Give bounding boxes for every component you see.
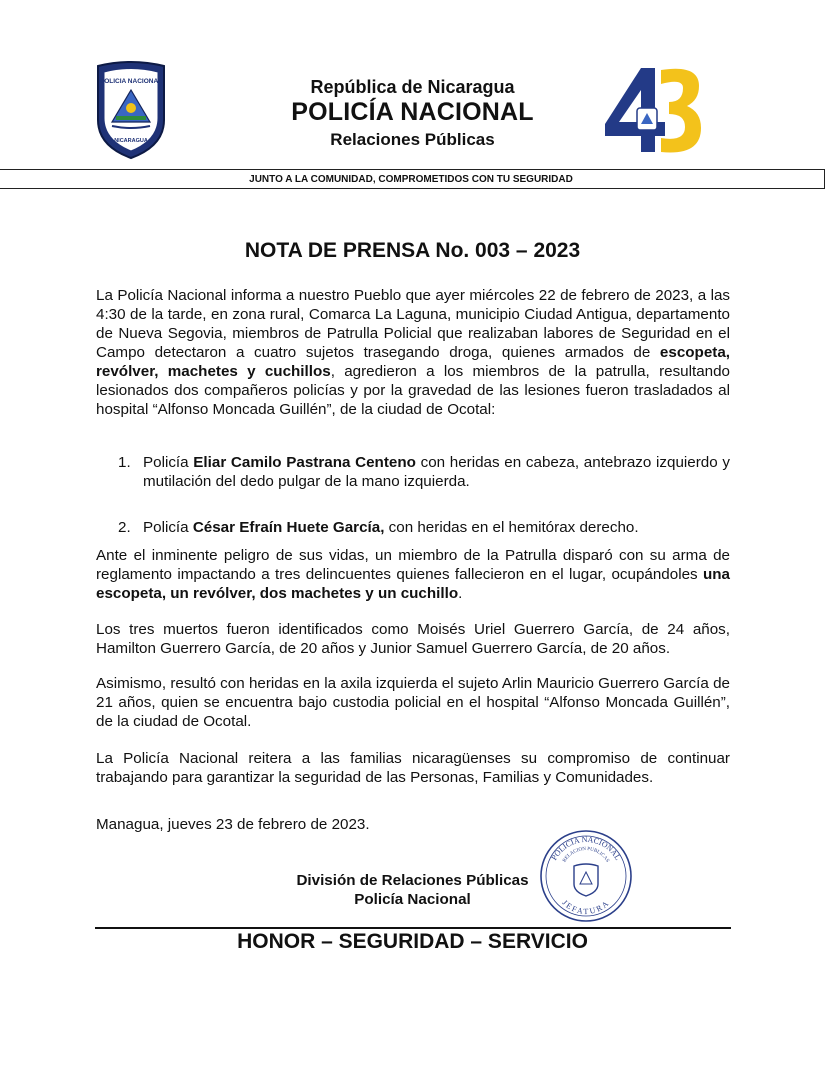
anniversary-43-logo [603, 64, 703, 156]
signature-block [270, 871, 555, 909]
svg-text:RELACION PUBLICAS: RELACION PUBLICAS [562, 846, 610, 864]
svg-text:JEFATURA: JEFATURA [560, 897, 612, 917]
svg-text:NICARAGUA: NICARAGUA [114, 138, 148, 144]
police-shield-logo [92, 60, 170, 160]
press-release-title: NOTA DE PRENSA No. 003 – 2023 [244, 239, 581, 262]
header-department: Relaciones Públicas [330, 130, 495, 149]
paragraph-commitment: La Policía Nacional reitera a las familias nicaragüenses su compromiso de continuar trabajando para garantizar la seguridad de las Personas, Familias y Comunidades. [96, 750, 730, 786]
footer-motto: HONOR – SEGURIDAD – SERVICIO [237, 930, 588, 953]
list-item: 1. Policía Eliar Camilo Pastrana Centeno con heridas en cabeza, antebrazo izquierdo y mutilación del dedo pulgar de la mano izquierda. [118, 454, 730, 490]
svg-text:POLICIA NACIONAL: POLICIA NACIONAL [99, 78, 163, 85]
slogan-banner: JUNTO A LA COMUNIDAD, COMPROMETIDOS CON TU SEGURIDAD [0, 169, 825, 189]
signature-institution: Policía Nacional [354, 891, 471, 908]
date-line: Managua, jueves 23 de febrero de 2023. [96, 816, 370, 833]
official-stamp [538, 828, 634, 924]
injured-list [118, 453, 730, 537]
paragraph-incident: La Policía Nacional informa a nuestro Pueblo que ayer miércoles 22 de febrero de 2023, a las 4:30 de la tarde, en zona rural, Comarca La Laguna, municipio Ciudad Antigua, departamento de Nueva Segovia, miembros de Patrulla Policial que realizaban labores de Seguridad en el Campo detectaron a cuatro sujetos trasegando droga, quienes armados de escopeta, revólver, machetes y cuchillos, agredieron a los miembros de la patrulla, resultando lesionados dos compañeros policías y por la gravedad de las lesiones fueron trasladados al hospital “Alfonso Moncada Guillén”, de la ciudad de Ocotal: [96, 287, 730, 418]
paragraph-custody: Asimismo, resultó con heridas en la axila izquierda el sujeto Arlin Mauricio Guerrero García de 21 años, quien se encuentra bajo custodia policial en el hospital “Alfonso Moncada Guillén”, de la ciudad de Ocotal. [96, 675, 730, 730]
signature-division: División de Relaciones Públicas [296, 872, 529, 889]
paragraph-response: Ante el inminente peligro de sus vidas, un miembro de la Patrulla disparó con su arma de reglamento impactando a tres delincuentes quienes fallecieron en el lugar, ocupándoles una escopeta, un revólver, dos machetes y un cuchillo. [96, 547, 730, 602]
header-republic: República de Nicaragua [310, 77, 515, 97]
header-police: POLICÍA NACIONAL [291, 98, 534, 126]
paragraph-identified: Los tres muertos fueron identificados como Moisés Uriel Guerrero García, de 24 años, Hamilton Guerrero García, de 20 años y Junior Samuel Guerrero García, de 20 años. [96, 621, 730, 657]
footer-divider [95, 927, 731, 929]
svg-text:POLICIA NACIONAL: POLICIA NACIONAL [549, 834, 623, 862]
list-item: 2. Policía César Efraín Huete García, con heridas en el hemitórax derecho. [118, 519, 639, 536]
